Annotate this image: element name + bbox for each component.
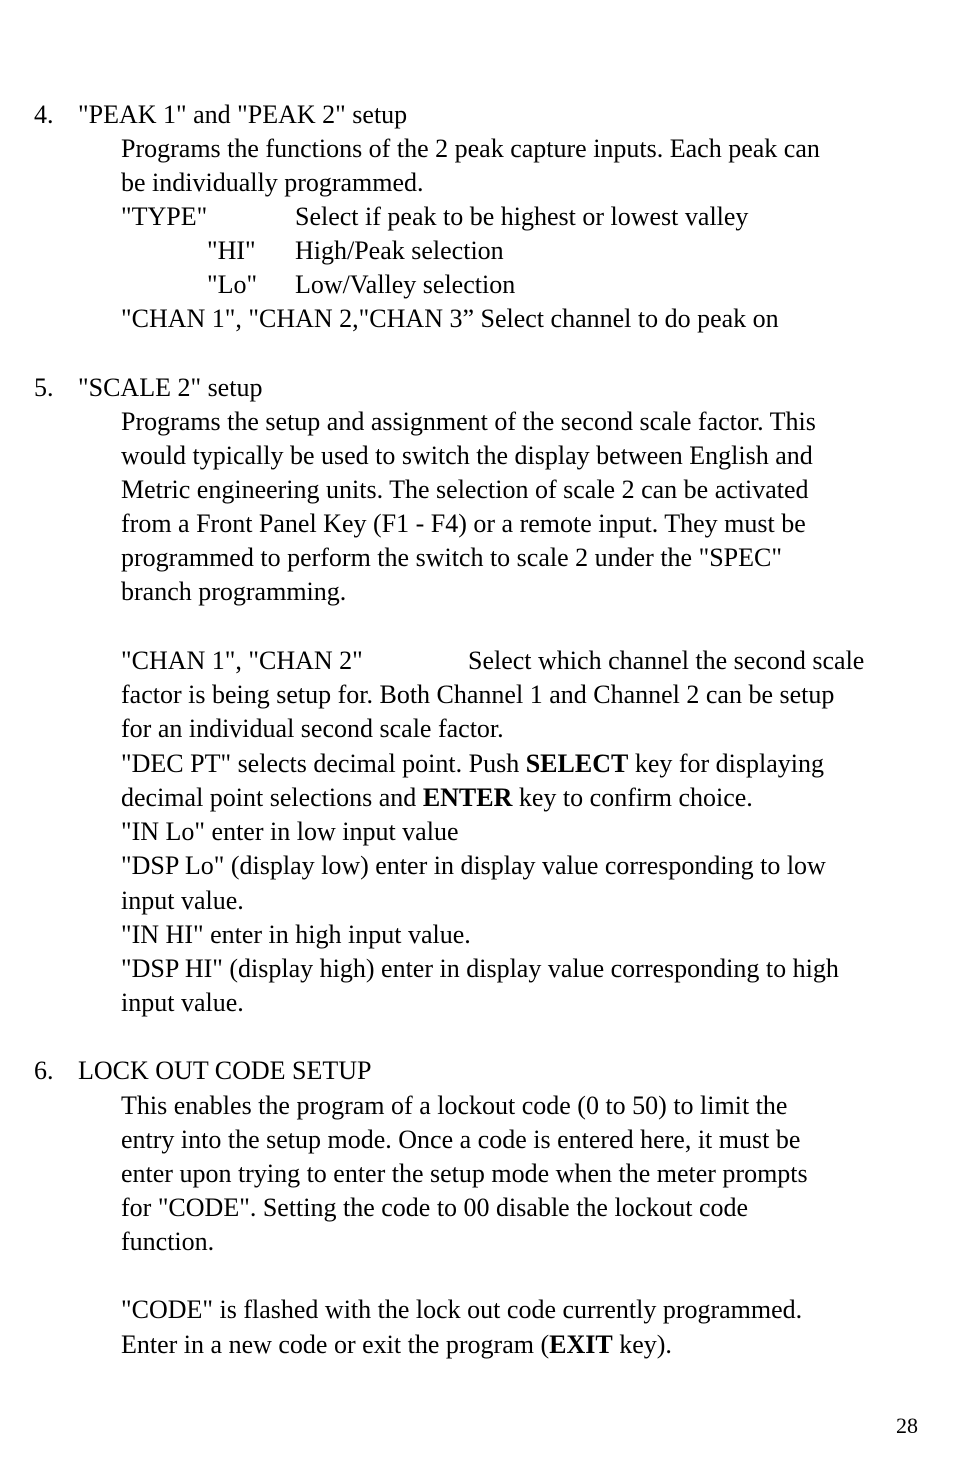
section-5-desc-line-5: programmed to perform the switch to scale 2 under the "SPEC" (121, 543, 782, 572)
exit-key-label: EXIT (549, 1330, 613, 1359)
dec-pt-text-a: "DEC PT" selects decimal point. Push (121, 749, 526, 778)
type-label: "TYPE" (121, 202, 208, 231)
section-6-desc-line-1: This enables the program of a lockout code (0 to 50) to limit the (121, 1091, 788, 1120)
section-6-desc-line-3: enter upon trying to enter the setup mode when the meter prompts (121, 1159, 808, 1188)
param-in-hi: "IN HI" enter in high input value. (121, 920, 471, 949)
section-6-number: 6. (34, 1056, 54, 1085)
enter-key-label: ENTER (422, 783, 513, 812)
section-4-number: 4. (34, 100, 54, 129)
dec-pt-text-c: decimal point selections and (121, 783, 423, 812)
section-5-desc-line-6: branch programming. (121, 577, 347, 606)
scale-chan-description: Select which channel the second scale (468, 646, 865, 675)
option-hi-key: "HI" (207, 236, 256, 265)
code-flash-line: "CODE" is flashed with the lock out code currently programmed. (121, 1295, 803, 1324)
param-dsp-lo-cont: input value. (121, 886, 244, 915)
section-6-desc-line-4: for "CODE". Setting the code to 00 disable the lockout code (121, 1193, 749, 1222)
page-number: 28 (896, 1413, 918, 1438)
param-dsp-hi-cont: input value. (121, 988, 244, 1017)
exit-line (121, 1328, 672, 1362)
section-4-heading: "PEAK 1" and "PEAK 2" setup (78, 100, 408, 129)
exit-text-a: Enter in a new code or exit the program ( (121, 1330, 550, 1359)
section-4-desc-line-2: be individually programmed. (121, 168, 424, 197)
section-6-heading: LOCK OUT CODE SETUP (78, 1056, 372, 1085)
section-6-desc-line-5: function. (121, 1227, 215, 1256)
exit-text-b: key). (612, 1330, 672, 1359)
section-5-desc-line-4: from a Front Panel Key (F1 - F4) or a remote input. They must be (121, 509, 806, 538)
param-dsp-hi: "DSP HI" (display high) enter in display value corresponding to high (121, 954, 839, 983)
scale-chan-cont-2: for an individual second scale factor. (121, 714, 504, 743)
dec-pt-text-b: key for displaying (628, 749, 824, 778)
section-5-desc-line-3: Metric engineering units. The selection of scale 2 can be activated (121, 475, 809, 504)
param-in-lo: "IN Lo" enter in low input value (121, 817, 459, 846)
option-lo-desc: Low/Valley selection (295, 270, 516, 299)
peak-chan-line: "CHAN 1", "CHAN 2,"CHAN 3” Select channel to do peak on (121, 304, 779, 333)
section-5-desc-line-1: Programs the setup and assignment of the second scale factor. This (121, 407, 816, 436)
section-4-desc-line-1: Programs the functions of the 2 peak capture inputs. Each peak can (121, 134, 820, 163)
scale-chan-label: "CHAN 1", "CHAN 2" (121, 646, 363, 675)
section-5-desc-line-2: would typically be used to switch the display between English and (121, 441, 813, 470)
select-key-label: SELECT (525, 749, 629, 778)
section-5-heading: "SCALE 2" setup (78, 373, 263, 402)
param-dsp-lo: "DSP Lo" (display low) enter in display value corresponding to low (121, 851, 826, 880)
scale-chan-cont-1: factor is being setup for. Both Channel 1 and Channel 2 can be setup (121, 680, 835, 709)
type-description: Select if peak to be highest or lowest valley (295, 202, 749, 231)
option-hi-desc: High/Peak selection (295, 236, 504, 265)
section-6-desc-line-2: entry into the setup mode. Once a code is entered here, it must be (121, 1125, 801, 1154)
dec-pt-line-1 (121, 747, 824, 781)
section-5-number: 5. (34, 373, 54, 402)
dec-pt-line-2 (121, 781, 753, 815)
dec-pt-text-d: key to confirm choice. (512, 783, 753, 812)
option-lo-key: "Lo" (207, 270, 258, 299)
